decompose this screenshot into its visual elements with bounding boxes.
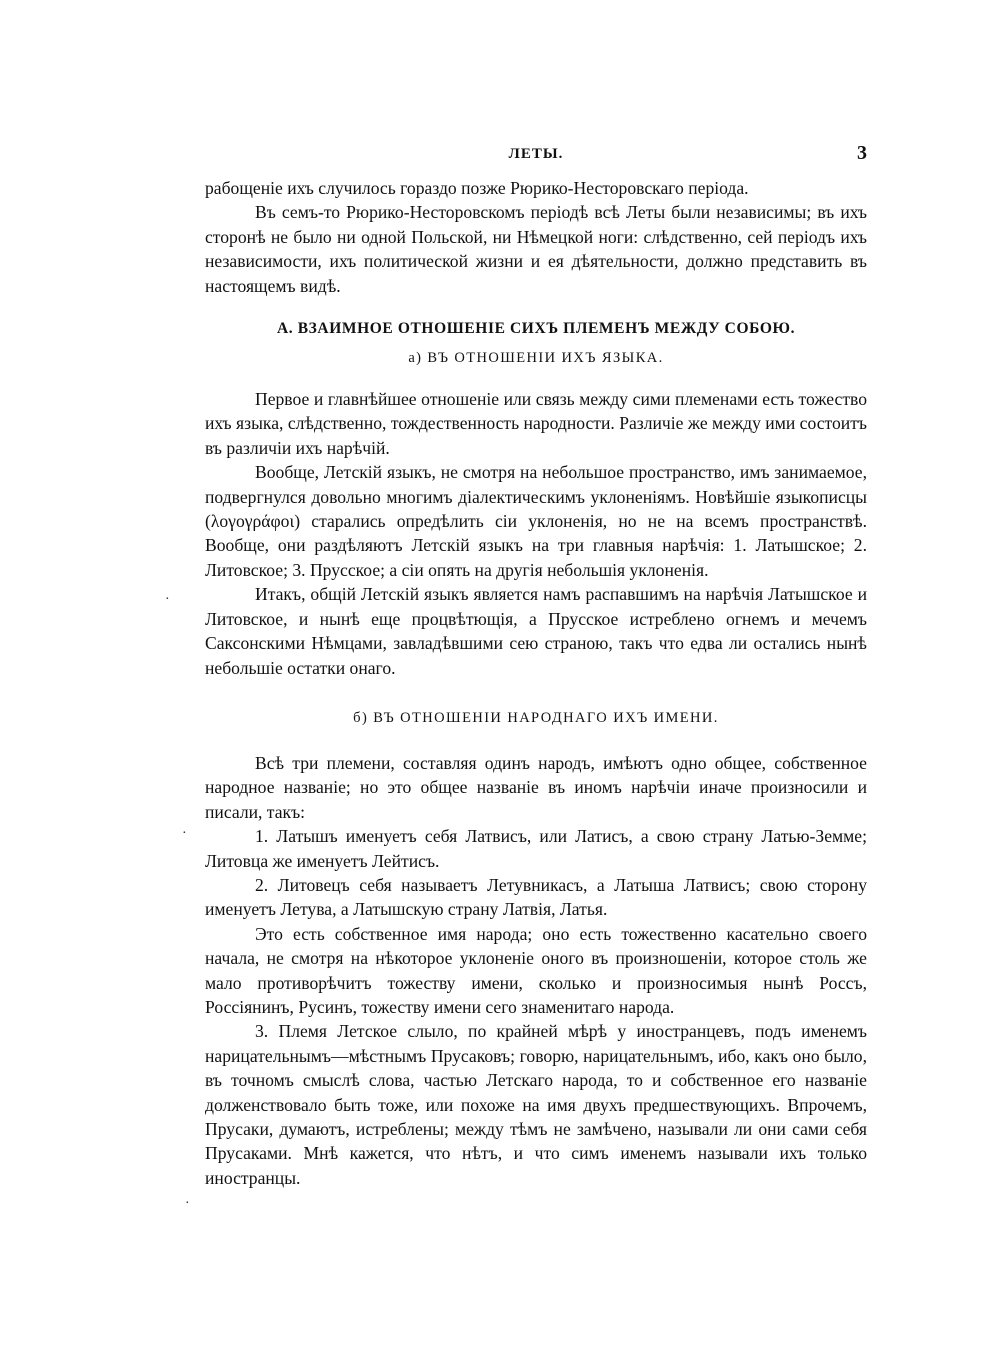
paragraph: Вообще, Летскій языкъ, не смотря на небольшое пространство, имъ занимаемое, подвергнулся довольно многимъ діалектическимъ уклоненіямъ. Новѣйшіе языкописцы (λογογράφοι) старались опредѣлить сіи уклоненія, но не на всемъ пространствѣ. Вообще, они раздѣляютъ Летскій языкъ на три главныя нарѣчія: 1. Латышское; 2. Литовское; 3. Прусское; а сіи опять на другія небольшія уклоненія. xyxy=(205,462,867,580)
book-page xyxy=(205,140,867,1190)
paragraph-list-item: 3. Племя Летское слыло, по крайней мѣрѣ у иностранцевъ, подъ именемъ нарицательнымъ—мѣстнымъ Прусаковъ; говорю, нарицательнымъ, ибо, какъ оно было, въ точномъ смыслѣ слова, частью Летскаго народа, то и собственное его названіе долженствовало быть тоже, или похоже на имя двухъ предшествующихъ. Впрочемъ, Прусаки, думаютъ, истреблены; между тѣмъ не замѣчено, называли ли они сами себя Прусаками. Мнѣ кажется, что нѣтъ, и что симъ именемъ называли ихъ только иностранцы. xyxy=(205,1021,867,1188)
section-heading-a: А. ВЗАИМНОЕ ОТНОШЕНІЕ СИХЪ ПЛЕМЕНЪ МЕЖДУ СОБОЮ. xyxy=(276,320,796,338)
subsection-heading-language: а) ВЪ ОТНОШЕНІИ ИХЪ ЯЗЫКА. xyxy=(408,350,664,367)
paragraph-list-item: 1. Латышъ именуетъ себя Латвисъ, или Латисъ, а свою страну Латью-Земме; Литовца же именуетъ Лейтисъ. xyxy=(205,826,867,871)
running-title: ЛЕТЫ. xyxy=(508,146,564,162)
paragraph: Всѣ три племени, составляя одинъ народъ, имѣютъ одно общее, собственное народное названіе; но это общее названіе въ иномъ нарѣчіи иначе произносили и писали, такъ: xyxy=(205,752,867,822)
subsection-heading-name: б) ВЪ ОТНОШЕНІИ НАРОДНАГО ИХЪ ИМЕНИ. xyxy=(353,709,719,726)
paragraph-list-item: 2. Литовецъ себя называетъ Летувникасъ, а Латыша Латвисъ; свою сторону именуетъ Летува, а Латышскую страну Латвія, Латья. xyxy=(205,874,867,920)
paragraph: Итакъ, общій Летскій языкъ является намъ распавшимъ на нарѣчія Латышское и Литовское, и нынѣ еще процвѣтющія, а Прусское истреблено огнемъ и мечемъ Саксонскими Нѣмцами, завладѣвшими сею страною, такъ что едва ли остались нынѣ небольшіе остатки онаго. xyxy=(205,584,867,678)
paragraph: Въ семъ-то Рюрико-Несторовскомъ періодѣ всѣ Леты были независимы; въ ихъ сторонѣ не было ни одной Польской, ни Нѣмецкой ноги: слѣдственно, сей періодъ ихъ независимости, ихъ политической жизни и ея дѣятельности, должно представить въ настоящемъ видѣ. xyxy=(205,202,867,296)
page-number: 3 xyxy=(857,142,867,164)
margin-mark-left-3: · xyxy=(185,1196,190,1211)
margin-mark-left: · xyxy=(165,592,170,607)
paragraph: Это есть собственное имя народа; оно есть тожественно касательно своего начала, не смотря на нѣкоторое уклоненіе оного въ произношеніи, которое столь же мало противорѣчитъ тожеству имени, сколько и произносимыя нынѣ Россъ, Россіянинъ, Русинъ, тожеству имени сего знаменитаго народа. xyxy=(205,923,867,1017)
running-head xyxy=(205,140,867,176)
margin-mark-left-2: · xyxy=(182,826,187,841)
paragraph-continued: рабощеніе ихъ случилось гораздо позже Рюрико-Несторовскаго періода. xyxy=(205,178,749,198)
paragraph: Первое и главнѣйшее отношеніе или связь между сими племенами есть тожество ихъ языка, слѣдственно, тождественность народности. Различіе же между ими состоитъ въ различіи ихъ нарѣчій. xyxy=(205,389,867,458)
